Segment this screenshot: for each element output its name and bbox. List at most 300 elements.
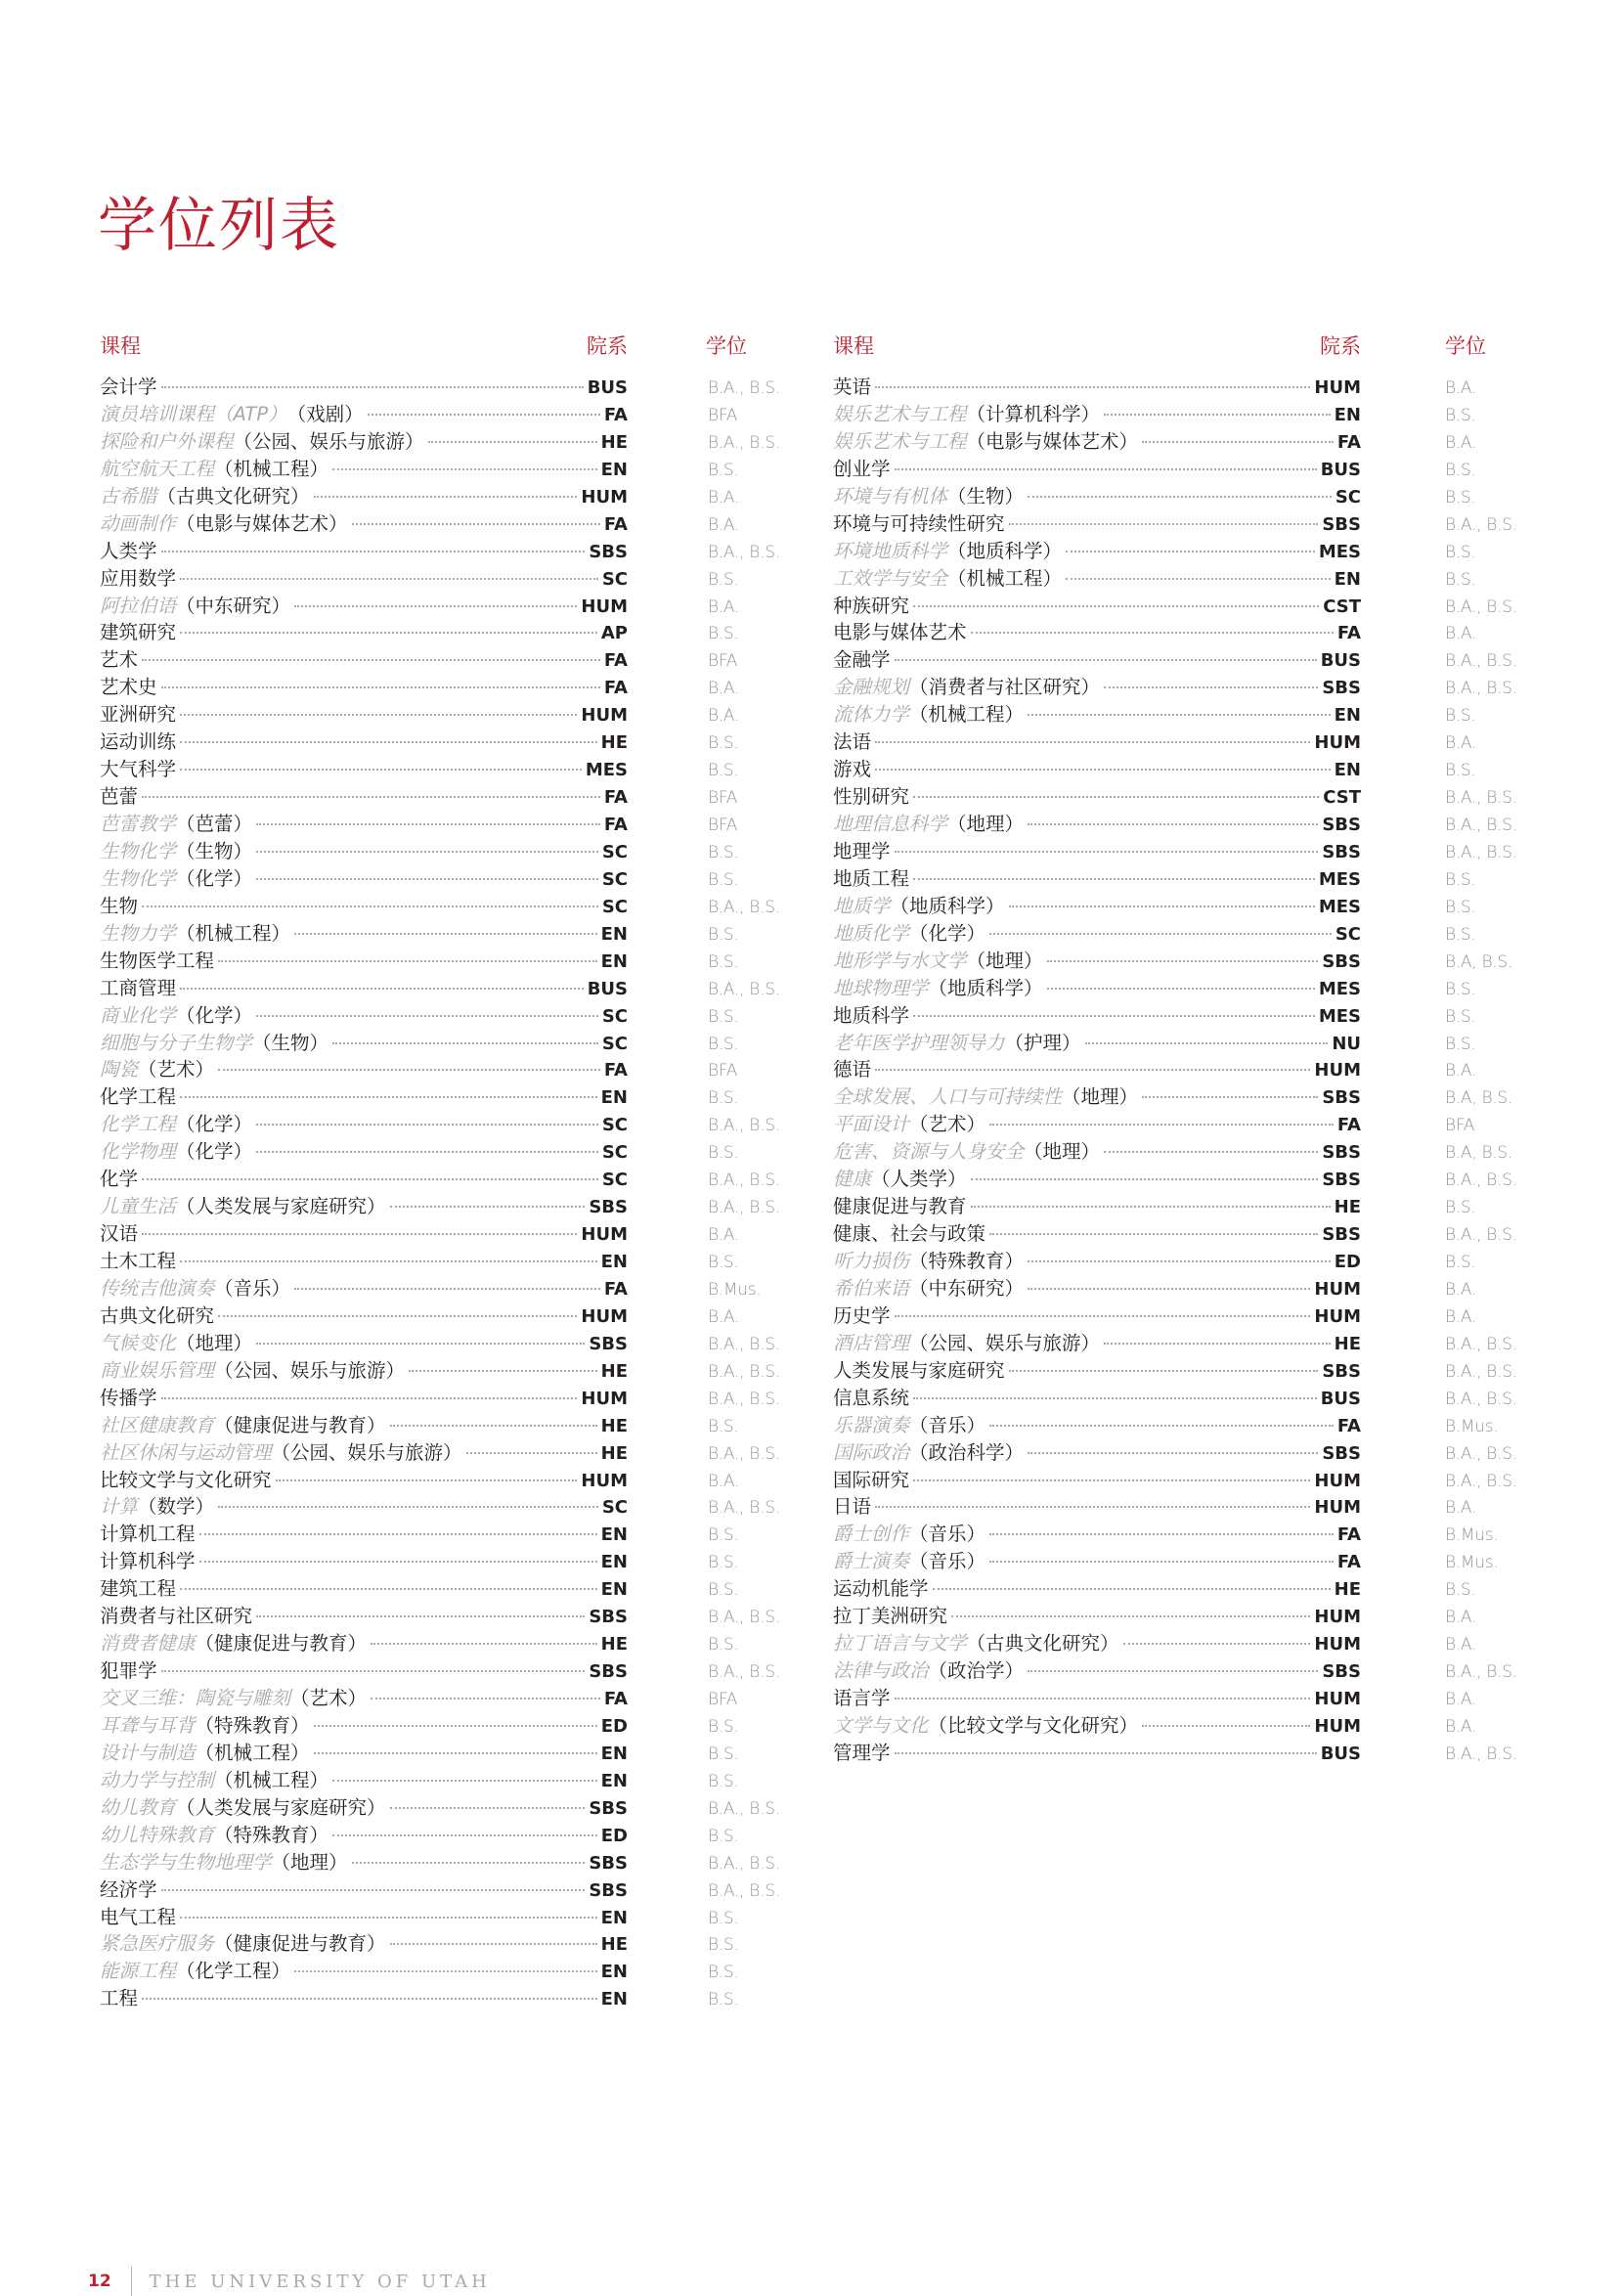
course-name <box>833 1521 1361 1549</box>
emphasis-title: 健康 <box>833 1168 872 1191</box>
department-code: MES <box>1318 1005 1361 1027</box>
department-code: HUM <box>581 486 628 508</box>
parent-program: （计算机科学） <box>966 402 1101 425</box>
parent-program: （艺术） <box>290 1687 368 1709</box>
course-title: 计算机工程 <box>100 1523 196 1546</box>
degree-type: B.S. <box>708 1771 739 1791</box>
course-name <box>100 428 628 457</box>
dot-leader <box>390 1206 586 1208</box>
degree-type: BFA <box>708 1061 738 1082</box>
degree-row <box>100 593 823 620</box>
degree-type: B.A. <box>708 596 740 617</box>
degree-type: B.A. <box>708 514 740 535</box>
department-code: SC <box>601 896 628 917</box>
course-name <box>100 1767 628 1795</box>
course-name <box>833 510 1361 539</box>
emphasis-title: 阿拉伯语 <box>100 594 177 617</box>
department-code: EN <box>600 923 628 945</box>
degree-type: B.Mus. <box>1445 1553 1499 1573</box>
emphasis-title: 计算 <box>100 1495 139 1519</box>
department-code: HUM <box>581 1388 628 1409</box>
emphasis-title: 法律与政治 <box>833 1659 929 1683</box>
degree-row <box>833 1740 1576 1767</box>
course-name <box>833 1603 1361 1631</box>
dot-leader <box>142 1998 597 2000</box>
emphasis-title: 化学工程 <box>100 1113 177 1136</box>
department-code: SBS <box>589 1333 628 1354</box>
degree-row <box>100 1603 823 1630</box>
course-name <box>833 865 1361 894</box>
parent-program: （化学） <box>909 921 986 945</box>
department-code: BUS <box>587 978 628 999</box>
department-code: SBS <box>1322 815 1361 835</box>
course-title: 比较文学与文化研究 <box>100 1468 272 1491</box>
course-title: 化学工程 <box>100 1085 177 1109</box>
emphasis-title: 古希腊 <box>100 484 157 508</box>
degree-type: B.Mus. <box>1445 1525 1499 1546</box>
department-code: EN <box>600 459 628 480</box>
course-name <box>833 646 1361 675</box>
degree-row <box>833 701 1576 729</box>
course-name <box>100 1740 628 1768</box>
department-code: HUM <box>581 1224 628 1246</box>
dot-leader <box>1142 441 1334 443</box>
degree-type: B.A., B.S. <box>1445 842 1517 862</box>
emphasis-title: 社区健康教育 <box>100 1413 215 1436</box>
course-name <box>100 1467 628 1495</box>
course-name <box>100 811 628 839</box>
degree-type: B.A. <box>708 487 740 508</box>
parent-program: （地质科学） <box>928 976 1043 999</box>
department-code: SBS <box>1322 1087 1361 1109</box>
department-code: HUM <box>581 1305 628 1327</box>
degree-type: B.A, B.S. <box>1445 1088 1513 1109</box>
course-name <box>833 1385 1361 1413</box>
degree-type: B.A. <box>1445 1635 1477 1656</box>
department-code: FA <box>603 815 628 835</box>
degree-row <box>100 1275 823 1303</box>
course-name <box>100 1275 628 1303</box>
course-title: 拉丁美洲研究 <box>833 1605 948 1628</box>
degree-row <box>833 1548 1576 1575</box>
department-code: SBS <box>1322 1442 1361 1464</box>
course-name <box>833 783 1361 812</box>
degree-row <box>100 1138 823 1166</box>
course-title: 国际研究 <box>833 1468 910 1491</box>
course-name <box>100 1193 628 1221</box>
parent-program: （中东研究） <box>176 594 291 617</box>
degree-type: B.Mus. <box>708 1279 762 1300</box>
degree-type: B.A., B.S. <box>1445 1662 1517 1683</box>
department-code: HUM <box>1314 1060 1361 1082</box>
emphasis-title: 气候变化 <box>100 1331 177 1354</box>
department-code: SBS <box>1322 678 1361 699</box>
emphasis-title: 地理信息科学 <box>833 813 948 835</box>
dot-leader <box>409 1370 597 1372</box>
parent-program: （化学） <box>176 1140 253 1164</box>
parent-program: （音乐） <box>909 1413 986 1436</box>
course-name <box>833 1357 1361 1386</box>
emphasis-title: 地质学 <box>833 894 891 917</box>
course-name <box>833 456 1361 484</box>
degree-type: B.S. <box>708 924 739 945</box>
dot-leader <box>913 796 1319 798</box>
degree-type: B.A, B.S. <box>1445 951 1513 972</box>
degree-type: B.S. <box>1445 542 1476 562</box>
emphasis-title: 航空航天工程 <box>100 457 215 480</box>
header-department: 院系 <box>1320 334 1361 358</box>
degree-type: B.S. <box>1445 460 1476 480</box>
dot-leader <box>1047 988 1315 990</box>
degree-type: B.A., B.S. <box>1445 1225 1517 1246</box>
dot-leader <box>180 988 584 990</box>
emphasis-title: 地形学与水文学 <box>833 949 967 972</box>
degree-row <box>100 1412 823 1439</box>
dot-leader <box>218 1315 577 1317</box>
parent-program: （化学） <box>176 1003 253 1027</box>
parent-program: （公园、娱乐与旅游） <box>909 1331 1101 1354</box>
degree-type: B.S. <box>1445 1580 1476 1601</box>
department-code: SBS <box>1322 1360 1361 1382</box>
course-title: 历史学 <box>833 1303 891 1327</box>
dot-leader <box>913 1479 1310 1481</box>
degree-row <box>100 1712 823 1740</box>
department-code: SC <box>1335 486 1361 508</box>
degree-row <box>100 1822 823 1849</box>
dot-leader <box>933 1588 1331 1590</box>
course-name <box>833 538 1361 566</box>
degree-type: B.A., B.S. <box>708 1608 780 1628</box>
course-name <box>833 1439 1361 1468</box>
dot-leader <box>294 605 577 607</box>
course-title: 经济学 <box>100 1877 157 1901</box>
department-code: BUS <box>1320 459 1361 480</box>
parent-program: （地理） <box>947 813 1025 835</box>
dot-leader <box>913 1015 1315 1017</box>
degree-row <box>833 1220 1576 1248</box>
course-name <box>100 1111 628 1139</box>
dot-leader <box>1085 1042 1329 1044</box>
course-name <box>833 811 1361 839</box>
degree-row <box>833 865 1576 893</box>
degree-list-right <box>833 374 1576 1767</box>
course-title: 日语 <box>833 1495 872 1519</box>
dot-leader <box>875 741 1310 743</box>
emphasis-title: 传统吉他演奏 <box>100 1276 215 1300</box>
degree-row <box>833 593 1576 620</box>
degree-row <box>100 811 823 838</box>
degree-row <box>833 1412 1576 1439</box>
degree-row <box>100 893 823 920</box>
course-name <box>833 756 1361 784</box>
emphasis-title: 生物力学 <box>100 921 177 945</box>
dot-leader <box>1028 1452 1318 1454</box>
degree-type: B.Mus. <box>1445 1416 1499 1436</box>
department-code: CST <box>1323 596 1361 617</box>
degree-row <box>100 510 823 538</box>
degree-row <box>833 729 1576 756</box>
course-name <box>100 920 628 949</box>
dot-leader <box>199 1561 597 1563</box>
dot-leader <box>256 1151 598 1153</box>
parent-program: （生物） <box>176 839 253 862</box>
department-code: MES <box>1318 978 1361 999</box>
emphasis-title: 探险和户外课程 <box>100 429 234 453</box>
degree-type: B.S. <box>708 624 739 644</box>
parent-program: （特殊教育） <box>909 1250 1025 1272</box>
degree-row <box>100 1767 823 1794</box>
emphasis-title: 化学物理 <box>100 1140 177 1164</box>
course-title: 管理学 <box>833 1741 891 1764</box>
degree-type: B.A., B.S. <box>708 378 780 398</box>
parent-program: （芭蕾） <box>176 813 253 835</box>
course-title: 环境与可持续性研究 <box>833 511 1005 535</box>
degree-type: B.A., B.S. <box>708 1662 780 1683</box>
degree-row <box>100 865 823 893</box>
page-title: 学位列表 <box>98 192 340 260</box>
course-title: 语言学 <box>833 1687 891 1709</box>
degree-row <box>100 428 823 456</box>
parent-program: （音乐） <box>214 1276 291 1300</box>
parent-program: （化学工程） <box>176 1960 291 1983</box>
dot-leader <box>989 1233 1318 1235</box>
degree-type: B.S. <box>708 1716 739 1737</box>
emphasis-title: 商业娱乐管理 <box>100 1358 215 1382</box>
department-code: ED <box>600 1715 628 1737</box>
degree-row <box>100 756 823 783</box>
degree-row <box>100 538 823 565</box>
degree-row <box>100 1849 823 1877</box>
degree-type: B.A. <box>1445 624 1477 644</box>
course-name <box>100 1357 628 1386</box>
degree-type: B.A., B.S. <box>1445 1170 1517 1191</box>
degree-row <box>100 1357 823 1385</box>
column-header <box>833 331 1576 360</box>
parent-program: （人类学） <box>871 1168 967 1191</box>
degree-type: B.A, B.S. <box>1445 1143 1513 1164</box>
parent-program: （生物） <box>252 1031 329 1054</box>
degree-type: B.S. <box>708 1006 739 1027</box>
degree-type: B.A., B.S. <box>1445 1471 1517 1491</box>
department-code: SBS <box>1322 513 1361 535</box>
dot-leader <box>256 851 598 853</box>
degree-row <box>100 374 823 401</box>
dot-leader <box>1028 1288 1310 1290</box>
emphasis-title: 幼儿教育 <box>100 1795 177 1819</box>
emphasis-title: 爵士创作 <box>833 1523 910 1546</box>
dot-leader <box>913 1397 1317 1399</box>
degree-row <box>833 374 1576 401</box>
degree-type: B.A., B.S. <box>1445 1443 1517 1464</box>
course-name <box>833 920 1361 949</box>
course-name <box>100 1166 628 1194</box>
course-name <box>100 975 628 1003</box>
course-name <box>100 1493 628 1522</box>
degree-row <box>100 920 823 948</box>
parent-program: （健康促进与教育） <box>214 1413 386 1436</box>
page-footer <box>88 2267 491 2296</box>
dot-leader <box>294 933 597 935</box>
course-title: 生物 <box>100 894 139 917</box>
emphasis-title: 环境地质科学 <box>833 539 948 562</box>
dot-leader <box>390 1807 586 1809</box>
department-code: BUS <box>1320 1743 1361 1764</box>
emphasis-title: 工效学与安全 <box>833 566 948 590</box>
emphasis-title: 能源工程 <box>100 1960 177 1983</box>
degree-type: B.S. <box>1445 897 1476 917</box>
department-code: SBS <box>1322 950 1361 972</box>
course-title: 游戏 <box>833 758 872 781</box>
course-name <box>833 1467 1361 1495</box>
course-name <box>833 729 1361 757</box>
department-code: SBS <box>589 1607 628 1628</box>
course-title: 法语 <box>833 730 872 754</box>
emphasis-title: 平面设计 <box>833 1113 910 1136</box>
degree-type: B.S. <box>708 460 739 480</box>
degree-type: B.S. <box>708 1416 739 1436</box>
course-name <box>100 1630 628 1658</box>
degree-row <box>833 838 1576 865</box>
dot-leader <box>161 1397 578 1399</box>
parent-program: （音乐） <box>909 1523 986 1546</box>
degree-type: B.A. <box>1445 1279 1477 1300</box>
department-code: HUM <box>581 596 628 617</box>
department-code: HUM <box>581 705 628 727</box>
course-title: 种族研究 <box>833 594 910 617</box>
parent-program: （机械工程） <box>195 1741 310 1764</box>
degree-row <box>833 1439 1576 1467</box>
course-name <box>100 701 628 729</box>
parent-program: （护理） <box>1004 1031 1081 1054</box>
department-code: SC <box>601 1033 628 1054</box>
degree-row <box>100 1083 823 1111</box>
parent-program: （特殊教育） <box>214 1823 329 1846</box>
course-title: 德语 <box>833 1058 872 1082</box>
course-name <box>100 619 628 647</box>
course-name <box>100 1575 628 1604</box>
course-name <box>833 1220 1361 1249</box>
parent-program: （数学） <box>138 1495 215 1519</box>
department-code: HUM <box>1314 1278 1361 1300</box>
degree-type: B.S. <box>708 1963 739 1983</box>
degree-row <box>833 1575 1576 1603</box>
course-name <box>100 1904 628 1932</box>
course-name <box>833 1575 1361 1604</box>
dot-leader <box>352 523 600 525</box>
course-name <box>100 783 628 812</box>
course-name <box>833 1330 1361 1358</box>
department-code: EN <box>600 1579 628 1601</box>
degree-row <box>100 1002 823 1030</box>
department-code: SBS <box>1322 1661 1361 1683</box>
course-name <box>100 1303 628 1331</box>
department-code: HUM <box>1314 377 1361 398</box>
course-name <box>833 1493 1361 1522</box>
degree-type: B.A., B.S. <box>708 1498 780 1519</box>
degree-row <box>833 1303 1576 1330</box>
dot-leader <box>1142 1725 1310 1727</box>
degree-type: B.A., B.S. <box>1445 1334 1517 1354</box>
course-title: 工商管理 <box>100 976 177 999</box>
emphasis-title: 紧急医疗服务 <box>100 1932 215 1956</box>
parent-program: （健康促进与教育） <box>195 1632 368 1656</box>
course-name <box>833 1056 1361 1084</box>
department-code: HE <box>1334 1333 1361 1354</box>
course-name <box>100 1030 628 1058</box>
degree-row <box>100 1630 823 1657</box>
degree-type: B.A., B.S. <box>1445 514 1517 535</box>
dot-leader <box>1104 686 1318 688</box>
course-name <box>100 1248 628 1276</box>
emphasis-title: 生态学与生物地理学 <box>100 1850 272 1874</box>
emphasis-title: 爵士演奏 <box>833 1550 910 1573</box>
department-code: HUM <box>1314 1470 1361 1491</box>
degree-type: BFA <box>708 405 738 425</box>
course-name <box>100 865 628 894</box>
parent-program: （地质科学） <box>890 894 1005 917</box>
dot-leader <box>989 1124 1334 1126</box>
parent-program: （人类发展与家庭研究） <box>176 1795 386 1819</box>
department-code: BUS <box>1320 650 1361 672</box>
dot-leader <box>218 1506 598 1508</box>
emphasis-title: 文学与文化 <box>833 1713 929 1737</box>
department-code: FA <box>1336 623 1361 644</box>
degree-type: B.S. <box>1445 1006 1476 1027</box>
department-code: CST <box>1323 787 1361 809</box>
degree-type: B.A., B.S. <box>708 432 780 453</box>
degree-type: B.S. <box>1445 487 1476 508</box>
dot-leader <box>1104 1343 1331 1345</box>
parent-program: （艺术） <box>909 1113 986 1136</box>
dot-leader <box>161 1670 586 1672</box>
emphasis-title: 演员培训课程（ATP） <box>100 402 287 425</box>
department-code: FA <box>1336 1524 1361 1546</box>
degree-row <box>100 1493 823 1521</box>
degree-type: B.S. <box>708 1088 739 1109</box>
dot-leader <box>161 386 584 388</box>
degree-type: B.S. <box>708 869 739 890</box>
degree-type: B.A., B.S. <box>708 897 780 917</box>
degree-row <box>833 1275 1576 1303</box>
department-code: MES <box>1318 896 1361 917</box>
course-title: 创业学 <box>833 457 891 480</box>
degree-row <box>833 811 1576 838</box>
course-title: 建筑工程 <box>100 1577 177 1601</box>
dot-leader <box>161 551 586 552</box>
course-name <box>100 1138 628 1167</box>
dot-leader <box>368 414 600 416</box>
university-name: THE UNIVERSITY OF UTAH <box>149 2271 491 2292</box>
dot-leader <box>875 769 1331 771</box>
degree-row <box>100 1930 823 1958</box>
degree-type: B.A., B.S. <box>1445 1389 1517 1409</box>
emphasis-title: 地质化学 <box>833 921 910 945</box>
emphasis-title: 娱乐艺术与工程 <box>833 429 967 453</box>
dot-leader <box>256 1124 598 1126</box>
department-code: EN <box>1334 404 1361 425</box>
course-title: 健康、社会与政策 <box>833 1222 986 1246</box>
department-code: SC <box>601 1115 628 1136</box>
degree-type: B.A., B.S. <box>1445 1744 1517 1764</box>
degree-row <box>100 975 823 1002</box>
dot-leader <box>294 1288 600 1290</box>
course-name <box>833 1303 1361 1331</box>
parent-program: （古典文化研究） <box>156 484 310 508</box>
degree-row <box>100 1740 823 1767</box>
course-title: 化学 <box>100 1168 139 1191</box>
course-name <box>833 674 1361 702</box>
department-code: FA <box>1336 431 1361 453</box>
